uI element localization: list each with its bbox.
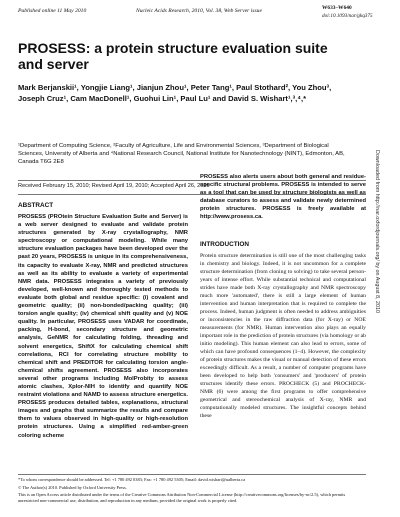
received-dates: Received February 15, 2010; Revised April 19, 2010; Accepted April 26, 2010 — [18, 183, 210, 189]
download-watermark: Downloaded from http://nar.oxfordjournals.org/ by on August 8, 2010 — [374, 150, 380, 314]
correspondence-note: *To whom correspondence should be addressed. Tel: +1 780 492 0383; Fax: +1 780 492 5305; Email: david.wishart@ualberta.ca — [18, 477, 246, 482]
affiliations: ¹Department of Computing Science, ²Faculty of Agriculture, Life and Environmental Sciences, ³Department of Biological Sciences, University of Alberta and ⁴National Research Council, National Institute for Nanotechnology (NINT), Edmonton, AB, Canada T6G 2E8 — [18, 143, 345, 165]
footnotes — [18, 477, 366, 503]
author-list: Mark Berjanskii¹, Yongjie Liang¹, Jianjun Zhou¹, Peter Tang¹, Paul Stothard², You Zhou³, Joseph Cruz¹, Cam MacDonell¹, Guohui Lin¹, Paul Lu¹ and David S. Wishart¹,³,⁴,* — [18, 83, 332, 103]
footnote-divider — [18, 474, 366, 475]
abstract-text: PROSESS (PROtein Structure Evaluation Suite and Server) is a web server designed to evaluate and validate protein structures generated by X-ray crystallography, NMR spectroscopy or computational modeling. While many structure evaluation packages have been developed over the past 20 years, PROSESS is unique in its comprehensiveness, its capacity to evaluate X-ray, NMR and predicted structures as well as its ability to evaluate a variety of experimental NMR data. PROSESS integrates a variety of previously developed, well-known and thoroughly tested methods to evaluate both global and residue specific: (i) covalent and geometric quality; (ii) non-bonded/packing quality; (iii) torsion angle quality; (iv) chemical shift quality and (v) NOE quality. In particular, PROSESS uses VADAR for coordinate, packing, H-bond, secondary structure and geometric analysis, GeNMR for calculating folding, threading and solvent energetics, ShiftX for calculating chemical shift correlations, RCI for correlating structure mobility to chemical shift and PREDITOR for calculating torsion angle-chemical shifts agreement. PROSESS also incorporates several other programs including MolProbity to assess atomic clashes, Xplor-NIH to identify and quantify NOE restraint violations and NAMD to assess structure energetics. PROSESS produces detailed tables, explanations, structural images and graphs that summarize the results and compare them to values observed in high-quality or high-resolution protein structures. Using a simplified red-amber-green coloring scheme — [18, 214, 188, 439]
copyright-note: © The Author(s) 2010. Published by Oxford University Press. — [18, 484, 127, 490]
abstract-heading: ABSTRACT — [18, 202, 54, 209]
introduction-heading: INTRODUCTION — [200, 241, 249, 248]
abstract-continued: PROSESS also alerts users about both general and residue-specific structural problems. PROSESS is intended to serve as a tool that can be used by structure biologists as well as database curators to assess and validate newly determined protein structures. PROSESS is freely available at http://www.prosess.ca. — [200, 174, 366, 221]
page-range: W633–W640 — [322, 5, 352, 11]
doi: doi:10.1093/nar/gkq375 — [322, 13, 373, 19]
journal-citation: Nucleic Acids Research, 2010, Vol. 38, Web Server issue — [136, 8, 262, 14]
introduction-text: Protein structure determination is still one of the most challenging tasks in chemistry and biology. Indeed, it is not uncommon for a complete structure determination (from cloning to solving) to take several person-years of intense effort. While substantial technical and computational strides have made both X-ray crystallography and NMR spectroscopy much more 'automated', there is still a large element of human intervention and human interpretation that is required to complete the process. Indeed, human judgment is often needed to address ambiguities or inconsistencies in the raw diffraction data (for X-ray) or NOE measurements (for NMR). Human intervention also plays an equally important role in the prediction of protein structures (via homology or ab initio modeling). This human element can also lead to errors, some of which can have profound consequences (1–4). However, the complexity of protein structures makes the visual or manual detection of these errors exceedingly difficult. As a result, a number of computer programs have been developed to help both 'consumers' and 'producers' of protein structures identify these errors. PROCHECK (5) and PROCHECK-NMR (6) were among the first programs to offer comprehensive geometrical and stereochemical analysis of X-ray, NMR and computationally modeled structures. The insightful concepts behind these — [200, 253, 367, 419]
license-note: This is an Open Access article distributed under the terms of the Creative Commons Attribution Non-Commercial License (http://creativecommons.org/licenses/by-nc/2.5), which permits unrestricted non-commercial use, distribution, and reproduction in any medium, provided the original work is properly cited. — [18, 492, 346, 503]
paper-title: PROSESS: a protein structure evaluation suite and server — [18, 40, 328, 72]
published-date: Published online 11 May 2010 — [18, 8, 87, 14]
